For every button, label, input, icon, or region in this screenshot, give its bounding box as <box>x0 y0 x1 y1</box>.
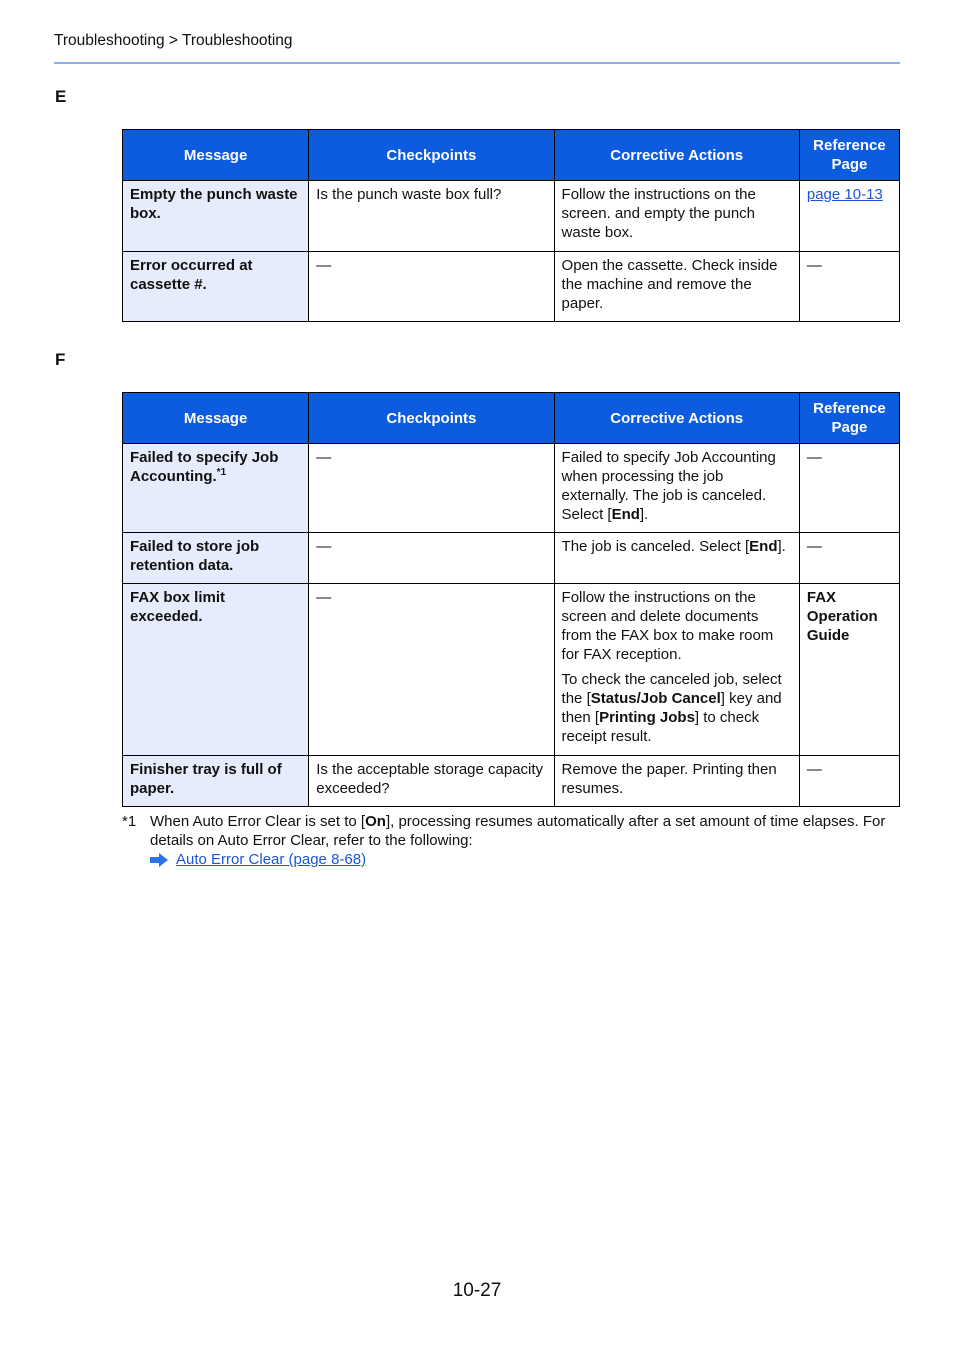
footnote <box>122 812 902 869</box>
message-text: Failed to specify Job Accounting. <box>130 449 279 485</box>
breadcrumb: Troubleshooting > Troubleshooting <box>54 32 293 49</box>
action-paragraph-2 <box>562 670 792 746</box>
header-corrective-actions: Corrective Actions <box>554 130 799 181</box>
action-cell: Remove the paper. Printing then resumes. <box>554 756 799 807</box>
table-header-row <box>123 393 900 444</box>
reference-cell: — <box>799 533 899 584</box>
message-cell: Finisher tray is full of paper. <box>123 756 309 807</box>
header-checkpoints: Checkpoints <box>309 393 554 444</box>
message-cell: Empty the punch waste box. <box>123 181 309 252</box>
section-letter-e: E <box>55 87 67 106</box>
header-reference-page: Reference Page <box>799 130 899 181</box>
footnote-mark: *1 <box>122 813 137 830</box>
message-cell: Error occurred at cassette #. <box>123 252 309 322</box>
message-cell: FAX box limit exceeded. <box>123 584 309 756</box>
arrow-right-icon <box>150 853 168 867</box>
action-cell: Follow the instructions on the screen. and empty the punch waste box. <box>554 181 799 252</box>
table-row <box>123 756 900 807</box>
action-text-end: ]. <box>639 506 649 523</box>
action-text: The job is canceled. Select [ <box>561 538 750 555</box>
checkpoint-cell: — <box>309 584 554 756</box>
footnote-link-row <box>150 850 902 869</box>
table-row <box>123 252 900 322</box>
page-number: 10-27 <box>452 1280 502 1301</box>
header-message: Message <box>123 393 309 444</box>
end-key-label: End <box>749 538 778 555</box>
checkpoint-cell: — <box>309 533 554 584</box>
action-text-end: ]. <box>777 538 786 555</box>
on-setting-label: On <box>365 813 386 830</box>
checkpoint-cell: — <box>309 444 554 533</box>
reference-cell: — <box>799 252 899 322</box>
footnote-text-a: When Auto Error Clear is set to [ <box>150 813 366 830</box>
table-row <box>123 444 900 533</box>
table-row <box>123 533 900 584</box>
table-row <box>123 181 900 252</box>
status-job-cancel-key-label: Status/Job Cancel <box>590 690 721 707</box>
action-cell <box>554 584 799 756</box>
header-rule <box>54 62 900 64</box>
action-text: ] to check receipt result. <box>561 709 760 745</box>
message-cell: Failed to store job retention data. <box>123 533 309 584</box>
checkpoint-cell: — <box>309 252 554 322</box>
action-paragraph-1: Follow the instructions on the screen and delete documents from the FAX box to make room for FAX reception. <box>561 589 774 663</box>
action-cell: Open the cassette. Check inside the machine and remove the paper. <box>554 252 799 322</box>
section-letter-f: F <box>55 350 66 369</box>
header-checkpoints: Checkpoints <box>309 130 554 181</box>
reference-cell <box>799 181 899 252</box>
table-row <box>123 584 900 756</box>
checkpoint-cell: Is the punch waste box full? <box>309 181 554 252</box>
action-text: ] key and then [ <box>561 690 782 726</box>
footnote-text-b: ], processing resumes automatically after a set amount of time elapses. For details on Auto Error Clear, refer to the following: <box>150 813 886 849</box>
footnote-text <box>150 812 902 850</box>
table-header-row <box>123 130 900 181</box>
checkpoint-cell: Is the acceptable storage capacity exceeded? <box>309 756 554 807</box>
end-key-label: End <box>611 506 640 523</box>
reference-cell: — <box>799 444 899 533</box>
reference-link[interactable]: page 10-13 <box>806 186 883 203</box>
reference-cell: — <box>799 756 899 807</box>
auto-error-clear-link[interactable]: Auto Error Clear (page 8-68) <box>176 851 367 868</box>
action-cell <box>554 444 799 533</box>
header-message: Message <box>123 130 309 181</box>
table-section-e <box>122 129 900 322</box>
action-text: Failed to specify Job Accounting when processing the job externally. The job is canceled. Select [ <box>561 449 776 523</box>
reference-cell: FAX Operation Guide <box>799 584 899 756</box>
action-text: To check the canceled job, select the [ <box>561 671 782 707</box>
message-cell <box>123 444 309 533</box>
table-section-f <box>122 392 900 807</box>
footnote-ref: *1 <box>216 467 227 478</box>
header-corrective-actions: Corrective Actions <box>554 393 799 444</box>
action-cell <box>554 533 799 584</box>
header-reference-page: Reference Page <box>799 393 899 444</box>
printing-jobs-label: Printing Jobs <box>599 709 695 726</box>
